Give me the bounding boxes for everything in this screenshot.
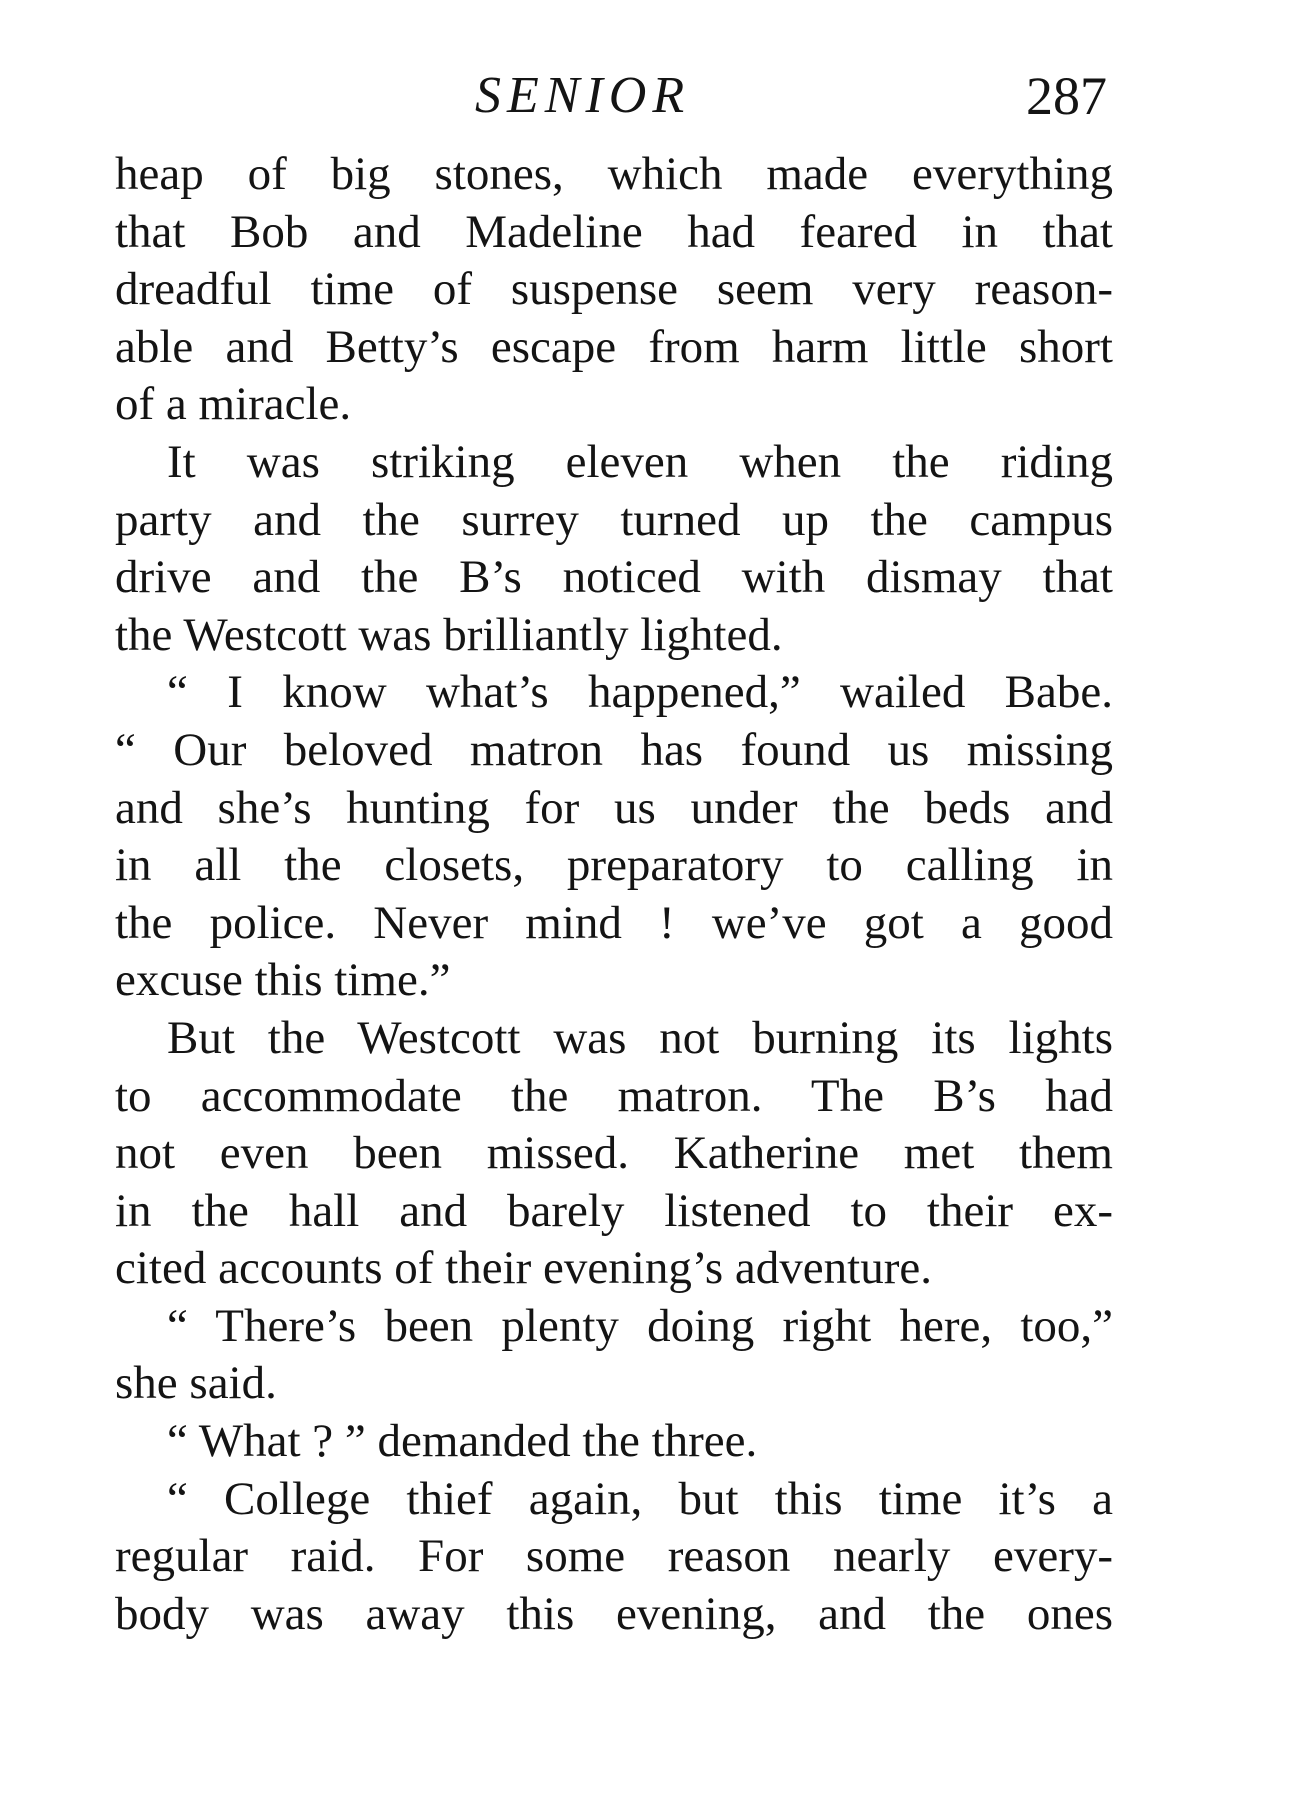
text-line: of a miracle. <box>115 378 352 431</box>
text-line: “ What ? ” demanded the three. <box>167 1415 758 1468</box>
text-line: heap of big stones, which made everything <box>115 148 1113 200</box>
text-line: excuse this time.” <box>115 954 451 1007</box>
text-line: drive and the B’s noticed with dismay that <box>115 551 1113 604</box>
text-line: It was striking eleven when the riding <box>167 435 1113 488</box>
text-line: and she’s hunting for us under the beds and <box>115 781 1113 834</box>
text-line: to accommodate the matron. The B’s had <box>115 1069 1113 1122</box>
text-line: dreadful time of suspense seem very reason- <box>115 263 1113 316</box>
text-line: regular raid. For some reason nearly every- <box>115 1530 1113 1583</box>
text-line: she said. <box>115 1357 277 1410</box>
text-line: in all the closets, preparatory to calling in <box>115 839 1113 892</box>
text-line: able and Betty’s escape from harm little short <box>115 320 1113 373</box>
text-line: not even been missed. Katherine met them <box>115 1127 1113 1180</box>
text-line: the police. Never mind ! we’ve got a good <box>115 896 1113 949</box>
text-line: “ Our beloved matron has found us missing <box>115 723 1113 776</box>
text-line: “ I know what’s happened,” wailed Babe. <box>167 666 1113 719</box>
text-line: But the Westcott was not burning its lights <box>167 1011 1113 1064</box>
text-line: the Westcott was brilliantly lighted. <box>115 608 783 661</box>
text-line: that Bob and Madeline had feared in that <box>115 205 1113 258</box>
text-line: party and the surrey turned up the campus <box>115 493 1113 546</box>
body-text <box>115 146 1113 1643</box>
text-line: body was away this evening, and the ones <box>115 1587 1113 1640</box>
running-title: SENIOR <box>475 67 691 124</box>
text-line: in the hall and barely listened to their ex- <box>115 1184 1113 1237</box>
text-line: “ College thief again, but this time it’s a <box>167 1472 1113 1525</box>
text-line: cited accounts of their evening’s adventure. <box>115 1242 932 1295</box>
text-line: “ There’s been plenty doing right here, too,” <box>167 1299 1113 1352</box>
running-head <box>115 66 1115 136</box>
page-number: 287 <box>1026 66 1107 126</box>
